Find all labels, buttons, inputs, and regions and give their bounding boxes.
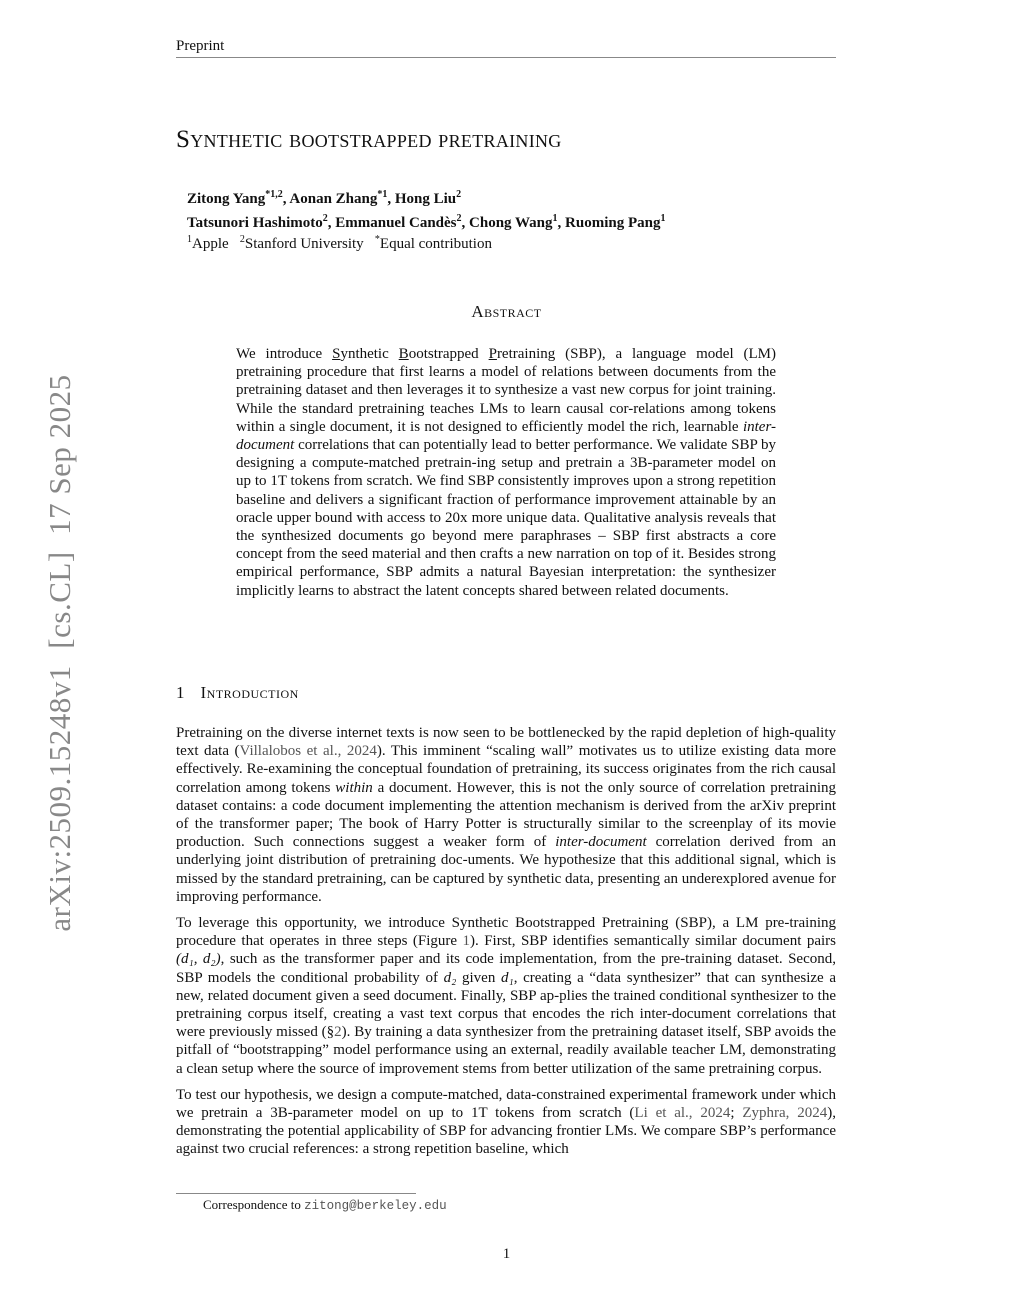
text-segment: correlation derived from an underlying joint distribution of pretraining doc-uments. We hypothesize that this additional signal, which is missed by the standard pretraining, can be captured by synthetic data, presenting an underexplored avenue for improving performance. — [176, 834, 836, 905]
author-line-2: Tatsunori Hashimoto$^2$, Emmanuel Candès$^2$, Chong Wang$^1$, Ruoming Pang$^1$ — [187, 213, 666, 231]
author-sup: *1 — [377, 189, 388, 200]
affil-stanford: Stanford University — [244, 236, 364, 252]
emphasis: within — [335, 779, 373, 796]
body-text — [176, 724, 836, 1167]
paragraph-3 — [176, 1086, 836, 1159]
running-header: Preprint — [176, 38, 836, 58]
text-segment: ), demonstrating the potential applicability of SBP for advancing frontier LMs. We compare SBP’s performance against two crucial references: a strong repetition baseline, which — [176, 1105, 836, 1158]
author-sup: 1 — [552, 213, 558, 224]
affil-apple: Apple — [192, 236, 229, 252]
author-name: Ruoming Pang — [565, 215, 661, 231]
text-segment: ). This imminent “scaling wall” motivates us to utilize existing data more effectively. Re-examining the conceptual foundation of pretraining, its success originates from the rich causal correlation among tokens — [176, 743, 836, 796]
email-link[interactable]: zitong@berkeley.edu — [304, 1199, 447, 1213]
text-segment: ; — [730, 1105, 743, 1122]
math-inline: (d₁, d₂) — [176, 951, 221, 968]
citation-link[interactable]: Villalobos et al., 2024 — [239, 743, 377, 760]
footnote — [203, 1197, 447, 1213]
text-segment: To leverage this opportunity, we introduce Synthetic Bootstrapped Pretraining (SBP), a LM pre-training procedure that operates in three steps (Figure — [176, 915, 836, 950]
author-name: Chong Wang — [469, 215, 553, 231]
abstract-emphasis: inter-document — [236, 418, 776, 454]
author-line-1: Zitong Yang$^{*1,2}$, Aonan Zhang$^{*1}$, Hong Liu$^2$ — [187, 189, 462, 207]
text-segment: a document. However, this is not the only source of correlation pretraining dataset contains: a code document implementing the attention mechanism is derived from the arXiv preprint of the transformer paper; The book of Harry Potter is structurally similar to the screenplay of its movie production. Such connections suggest a weaker form of — [176, 779, 836, 851]
author-name: Aonan Zhang — [289, 191, 378, 207]
text-segment: ). By training a data synthesizer from the pretraining dataset itself, SBP avoids the pitfall of “bootstrapping” model performance using an external, readily available teacher LM, demonstrating a clean setup where the source of improvement stems from better utilization of the same pretraining corpus. — [176, 1024, 836, 1077]
citation-link[interactable]: Li et al., 2024 — [634, 1105, 731, 1122]
author-list — [187, 185, 665, 233]
author-name: Zitong Yang — [187, 191, 266, 207]
abstract-segment: ootstrapped — [408, 346, 489, 362]
abstract-underline: P — [488, 346, 497, 362]
affil-sup: * — [374, 234, 380, 245]
abstract-segment: correlations that can potentially lead to better performance. We validate SBP by designing a compute-matched pretrain-ing setup and pretrain a 3B-parameter model on up to 1T tokens from scratch. We find SBP consistently improves upon a strong repetition baseline and delivers a significant fraction of performance improvement attainable by an oracle upper bound with access to 20x more unique data. Qualitative analysis reveals that the synthesized documents go beyond mere paraphrases – SBP first abstracts a core concept from the seed material and then crafts a new narration on top of it. Besides strong empirical performance, SBP admits a natural Bayesian interpretation: the synthesizer implicitly learns to abstract the latent concepts shared between related documents. — [236, 437, 776, 599]
abstract-heading: Abstract — [471, 302, 542, 321]
author-name: Emmanuel Candès — [335, 215, 457, 231]
abstract-underline: S — [332, 346, 341, 362]
text-segment: To test our hypothesis, we design a compute-matched, data-constrained experimental framework under which we pretrain a 3B-parameter model on up to 1T tokens from scratch ( — [176, 1086, 836, 1122]
figure-link[interactable]: 1 — [462, 933, 470, 950]
author-sup: 2 — [456, 189, 462, 200]
section-heading — [176, 683, 299, 703]
text-segment: Pretraining on the diverse internet texts is now seen to be bottlenecked by the rapid depletion of high-quality text data ( — [176, 725, 836, 760]
author-sup: 1 — [660, 213, 666, 224]
abstract-segment: retraining (SBP), a language model (LM) pretraining procedure that first learns a model of relations between documents from the pretraining dataset and then leverages it to synthesize a vast new corpus for joint training. While the standard pretraining teaches LMs to learn causal cor-relations among tokens within a single document, it is not designed to efficiently model the rich, learnable — [236, 346, 777, 435]
math-inline: d₂ — [443, 969, 457, 986]
paragraph-1 — [176, 724, 836, 906]
author-sup: 2 — [322, 213, 328, 224]
author-name: Hong Liu — [394, 191, 457, 207]
paper-title-text: Synthetic bootstrapped pretraining — [176, 126, 562, 153]
section-link[interactable]: 2 — [334, 1024, 342, 1041]
math-inline: d₁ — [501, 969, 514, 986]
affiliations — [187, 234, 492, 253]
affil-sup: 2 — [239, 234, 245, 245]
page-number: 1 — [502, 1246, 511, 1262]
abstract-text — [236, 345, 776, 600]
author-name: Tatsunori Hashimoto — [187, 215, 323, 231]
section-title: Introduction — [200, 683, 299, 702]
citation-link[interactable]: Zyphra, 2024 — [742, 1105, 828, 1122]
text-segment: ). First, SBP identifies semantically similar document pairs — [470, 933, 836, 950]
author-sup: 2 — [456, 213, 462, 224]
text-segment: , creating a “data synthesizer” that can synthesize a new, related document given a seed document. Finally, SBP ap-plies the trained conditional synthesizer to the pretraining corpus itself, creating a vast text corpus that encodes the rich inter-document correlations that were previously missed (§ — [176, 969, 837, 1041]
affil-sup: 1 — [187, 234, 192, 245]
author-sup: *1,2 — [265, 189, 283, 200]
paper-title — [176, 126, 562, 154]
abstract-underline: B — [398, 346, 409, 362]
footnote-label: Correspondence to — [203, 1197, 305, 1212]
abstract-segment: ynthetic — [340, 346, 399, 362]
abstract-segment: We introduce — [236, 346, 333, 362]
arxiv-stamp-text: arXiv:2509.15248v1 [cs.CL] 17 Sep 2025 — [42, 374, 77, 932]
text-segment: , such as the transformer paper and its code implementation, from the pre-training dataset. Second, SBP models the conditional probability of — [176, 951, 837, 986]
text-segment: given — [456, 969, 501, 986]
affil-equal: Equal contribution — [379, 236, 492, 252]
section-number: 1 — [176, 683, 185, 702]
paragraph-2 — [176, 914, 836, 1078]
footnote-rule — [176, 1193, 416, 1194]
emphasis: inter-document — [555, 834, 647, 851]
